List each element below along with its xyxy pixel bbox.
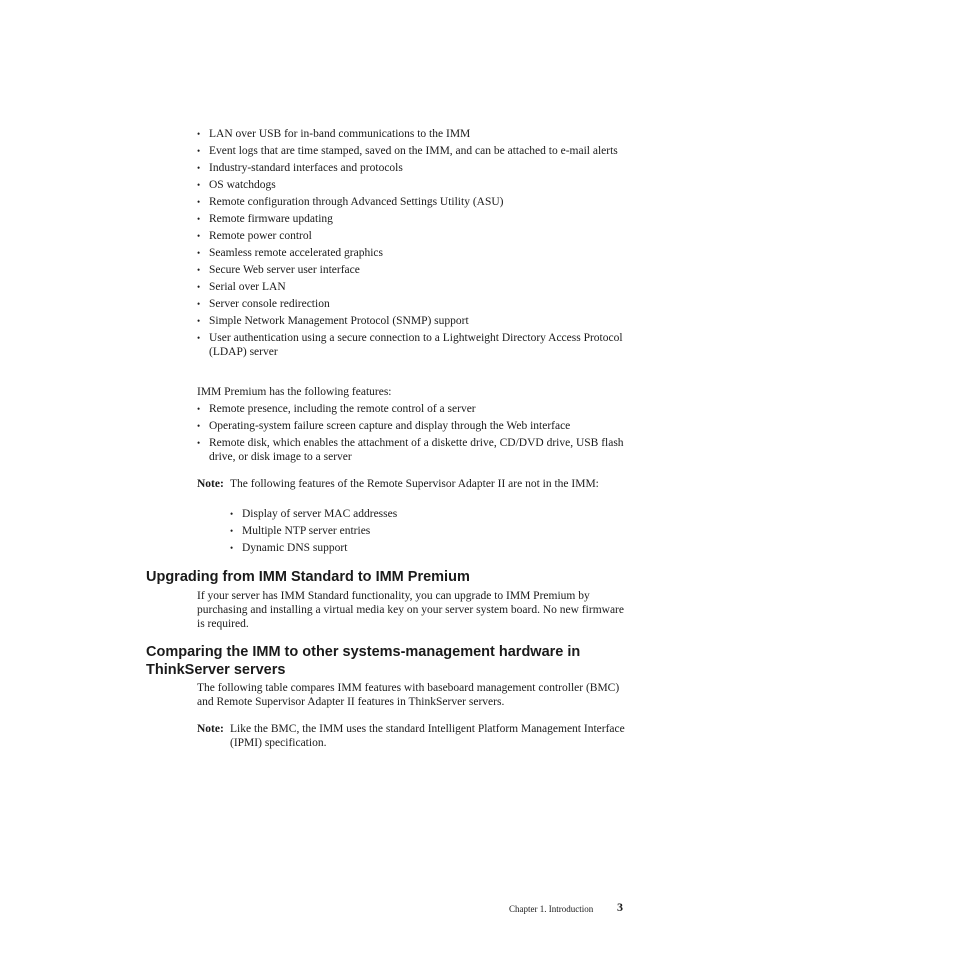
list-item: • Dynamic DNS support bbox=[230, 541, 630, 555]
list-item: • Remote presence, including the remote control of a server bbox=[197, 402, 637, 416]
list-item: • Remote power control bbox=[197, 229, 637, 243]
list-item: • Secure Web server user interface bbox=[197, 263, 637, 277]
list-item: • User authentication using a secure connection to a Lightweight Directory Access Protocol (LDAP) server bbox=[197, 331, 637, 359]
premium-intro-text: IMM Premium has the following features: bbox=[197, 386, 392, 398]
note-ipmi bbox=[197, 722, 627, 750]
page-number: 3 bbox=[617, 900, 623, 914]
note-text: Like the BMC, the IMM uses the standard Intelligent Platform Management Interface (IPMI) specification. bbox=[230, 723, 625, 749]
page-footer bbox=[509, 902, 629, 916]
features-list bbox=[197, 127, 637, 362]
list-item: • Remote configuration through Advanced Settings Utility (ASU) bbox=[197, 195, 637, 209]
list-item: • Seamless remote accelerated graphics bbox=[197, 246, 637, 260]
note-text: The following features of the Remote Supervisor Adapter II are not in the IMM: bbox=[230, 478, 599, 490]
list-item: • Simple Network Management Protocol (SNMP) support bbox=[197, 314, 637, 328]
note-label: Note: bbox=[197, 478, 224, 490]
list-item: • Display of server MAC addresses bbox=[230, 507, 630, 521]
list-item: • Industry-standard interfaces and protocols bbox=[197, 161, 637, 175]
section-heading-comparing: Comparing the IMM to other systems-management hardware in ThinkServer servers bbox=[146, 644, 581, 678]
list-item: • Server console redirection bbox=[197, 297, 637, 311]
list-item: • Operating-system failure screen capture and display through the Web interface bbox=[197, 419, 637, 433]
premium-features-list bbox=[197, 402, 637, 467]
upgrading-paragraph: If your server has IMM Standard functionality, you can upgrade to IMM Premium by purchasing and installing a virtual media key on your server system board. No new firmware is required. bbox=[197, 590, 624, 630]
note-rsa-features bbox=[197, 477, 627, 491]
list-item: • Event logs that are time stamped, saved on the IMM, and can be attached to e-mail alerts bbox=[197, 144, 637, 158]
note-feature-list bbox=[230, 507, 630, 558]
footer-chapter: Chapter 1. Introduction bbox=[509, 904, 594, 914]
list-item: • Multiple NTP server entries bbox=[230, 524, 630, 538]
list-item: • OS watchdogs bbox=[197, 178, 637, 192]
comparing-paragraph: The following table compares IMM features with baseboard management controller (BMC) and Remote Supervisor Adapter II features in ThinkServer servers. bbox=[197, 682, 620, 708]
note-label: Note: bbox=[197, 723, 224, 735]
section-heading-upgrading: Upgrading from IMM Standard to IMM Premium bbox=[146, 569, 470, 585]
list-item: • LAN over USB for in-band communications to the IMM bbox=[197, 127, 637, 141]
list-item: • Remote firmware updating bbox=[197, 212, 637, 226]
list-item: • Serial over LAN bbox=[197, 280, 637, 294]
list-item: • Remote disk, which enables the attachment of a diskette drive, CD/DVD drive, USB flash drive, or disk image to a server bbox=[197, 436, 637, 464]
